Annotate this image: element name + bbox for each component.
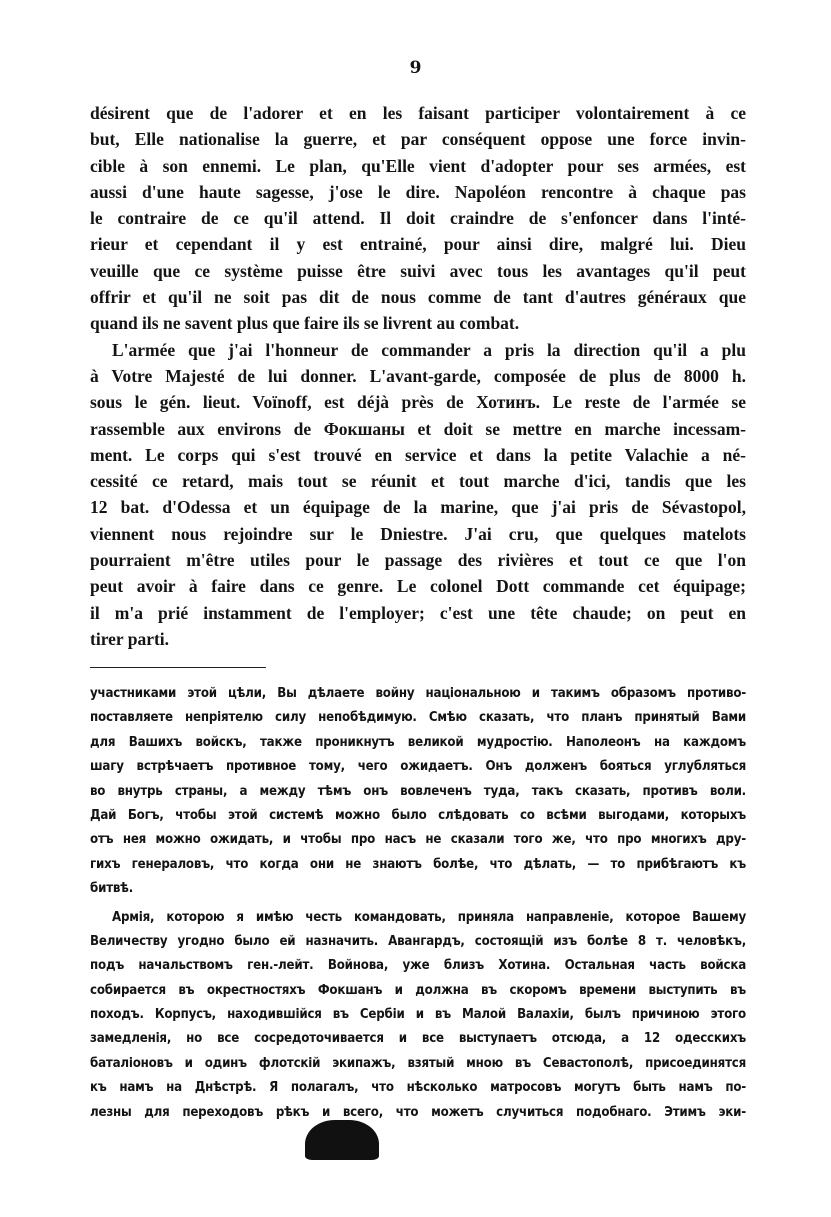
text-line: peut avoir à faire dans ce genre. Le colonel Dott commande cet équipage; xyxy=(90,576,746,597)
text-line: во внутрь страны, а между тѣмъ онъ вовлеченъ туда, такъ сказать, противъ воли. xyxy=(90,783,746,799)
paragraph xyxy=(90,337,746,653)
text-line: ment. Le corps qui s'est trouvé en service et dans la petite Valachie a né- xyxy=(90,444,746,465)
footnote-divider xyxy=(90,667,266,668)
text-line: rieur et cependant il y est entrainé, pour ainsi dire, malgré lui. Dieu xyxy=(90,234,746,255)
text-line: quand ils ne savent plus que faire ils se livrent au combat. xyxy=(90,313,520,334)
text-line: désirent que de l'adorer et en les faisant participer volontairement à ce xyxy=(90,103,746,123)
text-line: pourraient m'être utiles pour le passage des rivières et tout ce que l'on xyxy=(90,550,746,571)
paragraph xyxy=(90,906,746,1126)
text-line: гихъ генераловъ, что когда они не знаютъ болѣе, что дѣлать, — то прибѣгаютъ къ xyxy=(90,856,746,872)
text-line: битвѣ. xyxy=(90,881,134,897)
text-line: собирается въ окрестностяхъ Фокшанъ и должна въ скоромъ времени выступить въ xyxy=(90,982,746,998)
text-line: подъ начальствомъ ген.-лейт. Войнова, уже близъ Хотина. Остальная часть войска xyxy=(90,958,746,974)
text-line: лезны для переходовъ рѣкъ и всего, что можетъ случиться подобнаго. Этимъ эки- xyxy=(90,1104,746,1120)
text-line: à Votre Majesté de lui donner. L'avant-garde, composée de plus de 8000 h. xyxy=(90,365,746,386)
text-line: къ намъ на Днѣстрѣ. Я полагалъ, что нѣсколько матросовъ могутъ быть намъ по- xyxy=(90,1080,746,1096)
text-line: Армія, которою я имѣю честь командовать, приняла направленіе, которое Вашему xyxy=(112,909,746,925)
text-line: участниками этой цѣли, Вы дѣлаете войну національною и такимъ образомъ противо- xyxy=(90,686,746,701)
text-line: but, Elle nationalise la guerre, et par conséquent oppose une force invin- xyxy=(90,129,746,150)
paragraph xyxy=(90,682,746,902)
text-line: 12 bat. d'Odessa et un équipage de la marine, que j'ai pris de Sévastopol, xyxy=(90,497,746,518)
text-line: le contraire de ce qu'il attend. Il doit craindre de s'enfoncer dans l'inté- xyxy=(90,208,746,229)
footnote-russian-text xyxy=(90,682,746,1129)
text-line: поставляете непріятелю силу непобѣдимую. Смѣю сказать, что планъ принятый Вами xyxy=(90,710,746,726)
text-line: sous le gén. lieut. Voïnoff, est déjà près de Хотинъ. Le reste de l'armée se xyxy=(90,392,746,413)
text-line: замедленія, но все сосредоточивается и все выступаетъ отсюда, а 12 одесскихъ xyxy=(90,1031,746,1047)
text-line: Величеству угодно было ей назначить. Авангардъ, состоящій изъ болѣе 8 т. человѣкъ, xyxy=(90,933,746,949)
text-line: veuille que ce système puisse être suivi avec tous les avantages qu'il peut xyxy=(90,260,746,281)
text-line: cible à son ennemi. Le plan, qu'Elle vient d'adopter pour ses armées, est xyxy=(90,155,746,176)
text-line: баталіоновъ и одинъ флотскій экипажъ, взятый мною въ Севастополѣ, присоединятся xyxy=(90,1055,746,1071)
text-line: viennent nous rejoindre sur le Dniestre. J'ai cru, que quelques matelots xyxy=(90,523,746,544)
text-line: походъ. Корпусъ, находившійся въ Сербіи и въ Малой Валахіи, былъ причиною этого xyxy=(90,1007,746,1023)
text-line: Дай Богъ, чтобы этой системѣ можно было слѣдовать со всѣми выгодами, которыхъ xyxy=(90,807,746,823)
text-line: шагу встрѣчаетъ противное тому, чего ожидаетъ. Онъ долженъ бояться углубляться xyxy=(90,759,746,775)
text-line: offrir et qu'il ne soit pas dit de nous comme de tant d'autres généraux que xyxy=(90,287,746,308)
library-stamp-mark xyxy=(305,1120,379,1160)
text-line: rassemble aux environs de Фокшаны et doit se mettre en marche incessam- xyxy=(90,418,746,439)
text-line: для Вашихъ войскъ, также проникнутъ великой мудростію. Наполеонъ на каждомъ xyxy=(90,734,746,750)
text-line: tirer parti. xyxy=(90,628,170,649)
paragraph xyxy=(90,100,746,337)
text-line: L'armée que j'ai l'honneur de commander a pris la direction qu'il a plu xyxy=(112,339,746,360)
text-line: cessité ce retard, mais tout se réunit et tout marche d'ici, tandis que les xyxy=(90,471,746,492)
main-french-text xyxy=(90,100,746,652)
text-line: il m'a prié instamment de l'employer; c'est une tête chaude; on peut en xyxy=(90,602,746,623)
text-line: aussi d'une haute sagesse, j'ose le dire. Napoléon rencontre à chaque pas xyxy=(90,181,746,202)
page-number: 9 xyxy=(409,58,422,78)
text-line: отъ нея можно ожидать, и чтобы про насъ не сказали того же, что про многихъ дру- xyxy=(90,832,746,848)
